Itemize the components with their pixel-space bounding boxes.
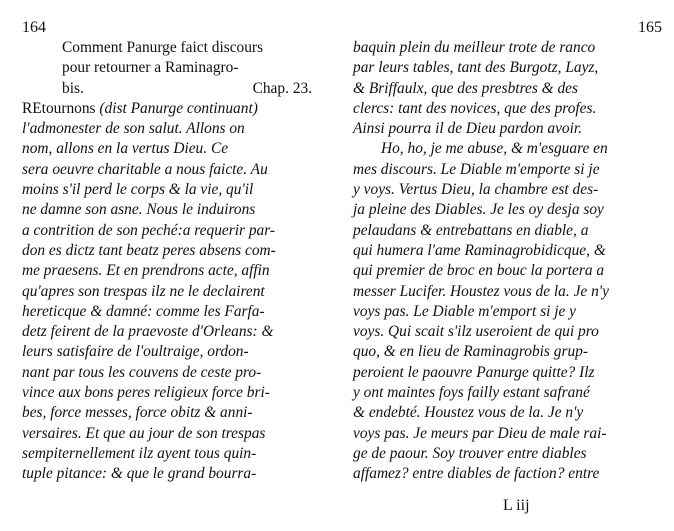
text-line: versaires. Et que au jour de son trespas xyxy=(22,424,266,442)
text-line: messer Lucifer. Houstez vous de la. Je n'y xyxy=(353,282,609,300)
text-line: REtournons (dist Panurge continuant) xyxy=(22,99,258,117)
text-line: bes, force messes, force obitz & anni- xyxy=(22,404,253,422)
text-line: & Briffaulx, que des presbtres & des xyxy=(353,79,578,97)
chapter-title-line: pour retourner a Raminagro- xyxy=(62,59,239,77)
text-line: voys pas. Le Diable m'emport si je y xyxy=(353,302,576,320)
text-line: leurs satisfaire de l'oultraige, ordon- xyxy=(22,343,249,361)
text-line: par leurs tables, tant des Burgotz, Layz, xyxy=(353,59,599,77)
text-line: clercs: tant des novices, que des profes. xyxy=(353,99,597,117)
text-line: mes discours. Le Diable m'emporte si je xyxy=(353,160,600,178)
paragraph-start-line: Ho, ho, je me abuse, & m'esguare en xyxy=(381,140,608,158)
text-line: vince aux bons peres religieux force bri- xyxy=(22,384,270,402)
text-line: ge de paour. Soy trouver entre diables xyxy=(353,444,587,462)
text-line: voys pas. Je meurs par Dieu de male rai- xyxy=(353,424,607,442)
left-column xyxy=(22,38,322,485)
chapter-title-line: Comment Panurge faict discours xyxy=(62,39,264,56)
text-line: nant par tous les couvens de ceste pro- xyxy=(22,363,262,381)
text-line: sempiternellement ilz ayent tous quin- xyxy=(22,444,257,462)
text-line: hereticque & damné: comme les Farfa- xyxy=(22,302,265,320)
text-line: sera oeuvre charitable a nous faicte. Au xyxy=(22,160,268,178)
text-line: baquin plein du meilleur trote de ranco xyxy=(353,39,596,56)
chapter-title-line: bis. xyxy=(62,79,84,97)
text-line: a contrition de son peché:a requerir par- xyxy=(22,221,276,239)
text-line: pelaudans & entrebattans en diable, a xyxy=(353,221,589,239)
text-line: y voys. Vertus Dieu, la chambre est des- xyxy=(353,181,599,199)
text-line: detz feirent de la praevoste d'Orleans: & xyxy=(22,323,274,341)
text-line: moins s'il perd le corps & la vie, qu'il xyxy=(22,181,254,199)
text-line: qui premier de broc en bouc la portera a xyxy=(353,262,605,280)
left-page-number: 164 xyxy=(22,19,46,36)
text-line: l'admonester de son salut. Allons on xyxy=(22,120,245,138)
text-line: nom, allons en la vertus Dieu. Ce xyxy=(22,140,229,158)
text-line: don es dictz tant beatz peres absens com- xyxy=(22,241,276,259)
left-body-text xyxy=(22,99,322,485)
text-line: quo, & en lieu de Raminagrobis grup- xyxy=(353,343,588,361)
text-line: ja pleine des Diables. Je les oy desja soy xyxy=(353,201,604,219)
text-line: tuple pitance: & que le grand bourra- xyxy=(22,465,257,483)
signature-mark: L iij xyxy=(503,497,530,514)
right-column xyxy=(353,38,653,485)
text-line: y ont maintes foys failly estant safrané xyxy=(353,384,590,402)
text-line: & endebté. Houstez vous de la. Je n'y xyxy=(353,404,584,422)
text-line: affamez? entre diables de faction? entre xyxy=(353,465,600,483)
text-line: Ainsi pourra il de Dieu pardon avoir. xyxy=(353,120,583,138)
opening-word: REtournons xyxy=(22,99,96,117)
text-line: voys. Qui scait s'ilz useroient de qui pro xyxy=(353,323,599,341)
text-line: qui humera l'ame Raminagrobidicque, & xyxy=(353,241,606,259)
text-line: peroient le paouvre Panurge quitte? Ilz xyxy=(353,363,595,381)
text-line: me praesens. Et en prendrons acte, affin xyxy=(22,262,270,280)
right-page-number: 165 xyxy=(638,19,662,36)
text-line: qu'apres son trespas ilz ne le declairent xyxy=(22,282,265,300)
chapter-label: Chap. 23. xyxy=(252,79,312,97)
text-line: ne damne son asne. Nous le induirons xyxy=(22,201,256,219)
chapter-heading xyxy=(22,38,322,99)
